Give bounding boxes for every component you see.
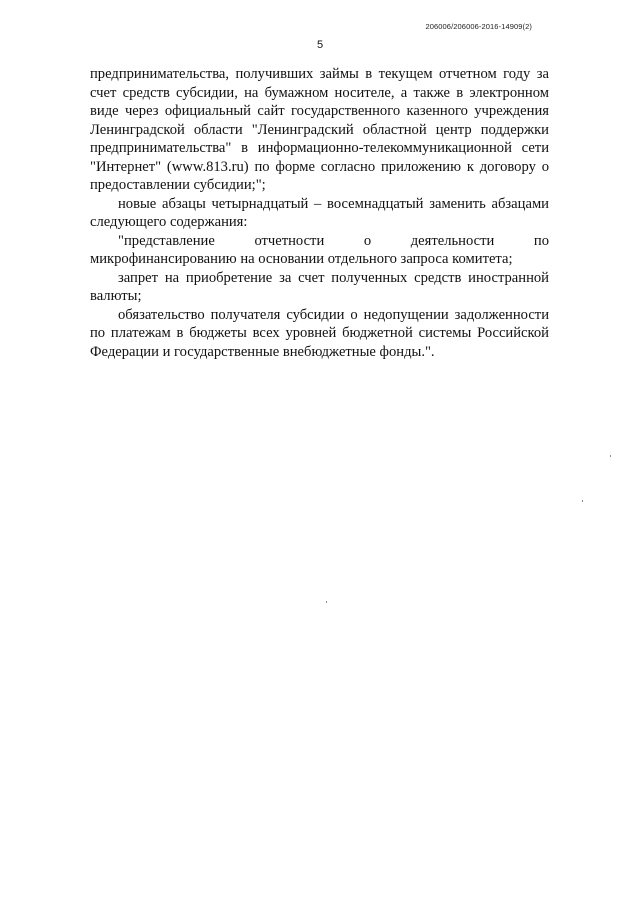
paragraph-5: обязательство получателя субсидии о недопущении задолженности по платежам в бюджеты всех уровней бюджетной системы Российской Федерации и государственные внебюджетные фонды.". <box>90 306 549 360</box>
paragraph-2: новые абзацы четырнадцатый – восемнадцатый заменить абзацами следующего содержания: <box>90 195 549 230</box>
page-number: 5 <box>316 39 324 51</box>
paragraph-1: предпринимательства, получивших займы в текущем отчетном году за счет средств субсидии, на бумажном носителе, а также в электронном виде через официальный сайт государственного казенного учреждения Ленинградской области "Ленинградский областной центр поддержки предпринимательства" в информационно-телекоммуникационной сети "Интернет" (www.813.ru) по форме согласно приложению к договору о предоставлении субсидии;"; <box>90 66 549 193</box>
paragraph-4: запрет на приобретение за счет полученных средств иностранной валюты; <box>90 269 549 304</box>
body-text <box>90 65 549 361</box>
document-id: 206006/206006-2016-14909(2) <box>425 22 532 31</box>
paragraph-3: "представление отчетности о деятельности по микрофинансированию на основании отдельного запроса комитета; <box>90 232 549 267</box>
scan-speck <box>582 500 583 502</box>
scan-speck <box>610 455 611 457</box>
scan-speck <box>326 601 327 603</box>
